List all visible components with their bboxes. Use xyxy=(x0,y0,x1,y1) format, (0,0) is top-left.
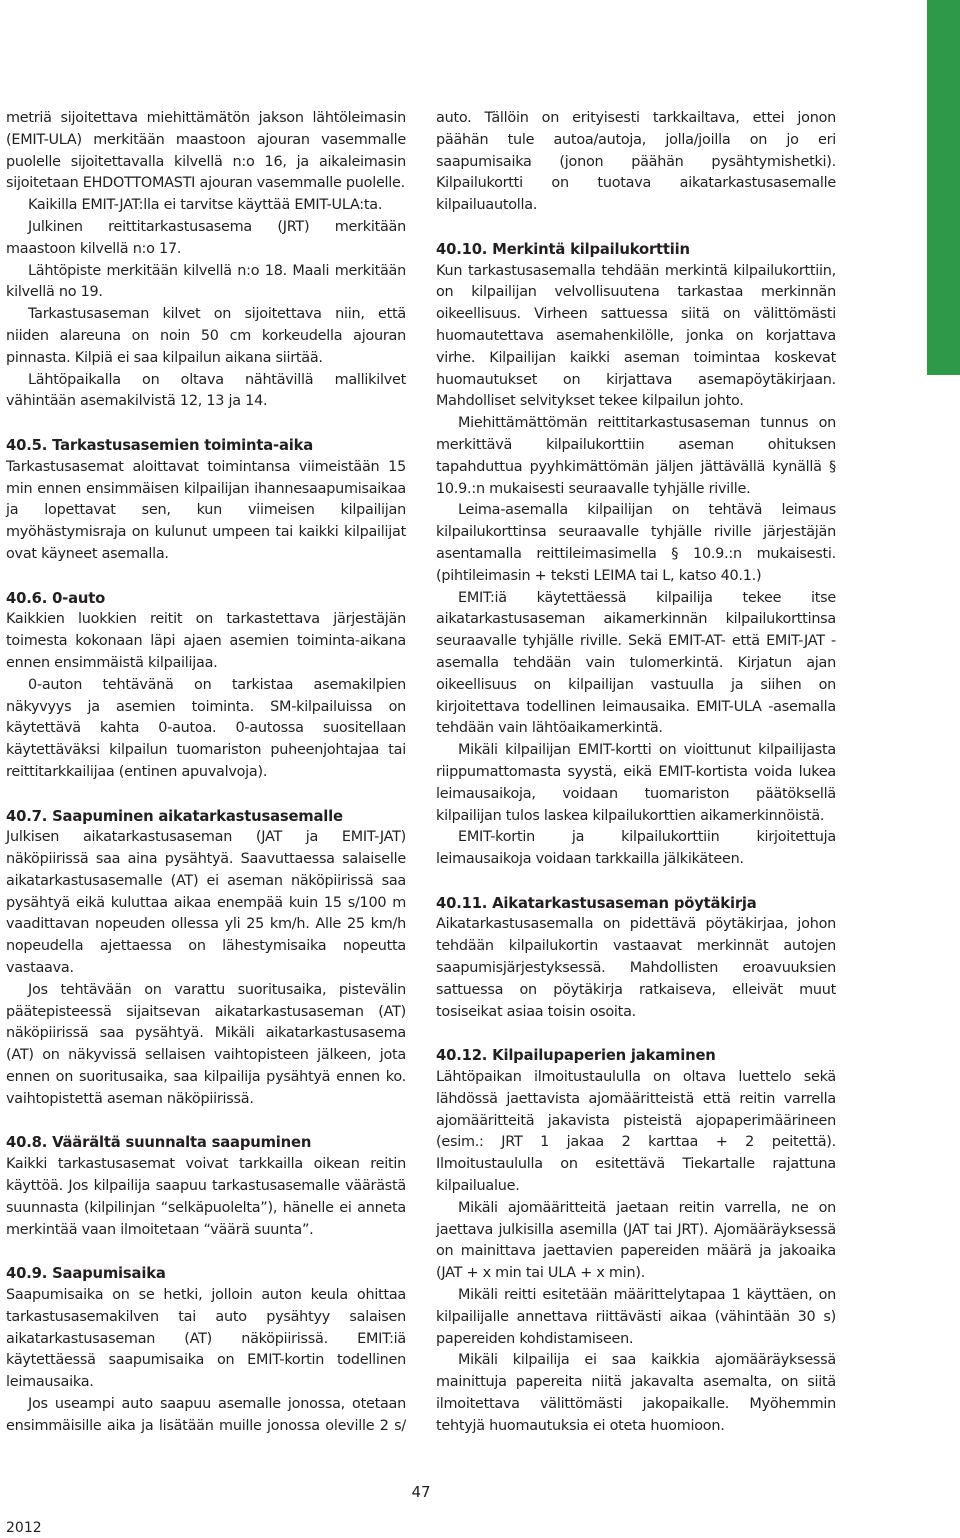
section-heading: 40.5. Tarkastusasemien toiminta-aika xyxy=(6,436,314,454)
paragraph-gap xyxy=(6,566,406,588)
body-paragraph: Julkisen aikatarkastusaseman (JAT ja EMIT-JAT) näköpiirissä saa aina pysähtyä. Saavuttaessa salaiselle aikatarkastusasemalle (AT) ei aseman näköpiirissä saa pysähtyä eikä kuluttaa aikaa enempää kuin 15 s/100 m vaadittavan nopeuden ollessa yli 25 km/h. Alle 25 km/h nopeudella ajettaessa on lähestymisaika nopeutta vastaava. xyxy=(6,829,406,977)
body-paragraph: Lähtöpiste merkitään kilvellä n:o 18. Maali merkitään kilvellä no 19. xyxy=(6,262,406,301)
section-heading: 40.8. Väärältä suunnalta saapuminen xyxy=(6,1134,312,1152)
body-paragraph: Leima-asemalla kilpailijan on tehtävä leimaus kilpailukorttinsa seuraavalle tyhjälle riville järjestäjän asentamalla reittileimasimella § 10.9.:n mukaisesti. (pihtileimasin + teksti LEIMA tai L, katso 40.1.) xyxy=(436,502,836,584)
paragraph-gap xyxy=(436,871,836,893)
body-paragraph: Jos tehtävään on varattu suoritusaika, pistevälin päätepisteessä sijaitsevan aikatarkastusaseman (AT) näköpiirissä saa pysähtyä. Mikäli aikatarkastusasema (AT) on näkyvissä sellaisen vaihtopisteen jälkeen, jota ennen on suoritusaika, saa kilpailija pysähtyä ennen ko. vaihtopistettä aseman näköpiirissä. xyxy=(6,981,406,1107)
body-paragraph: EMIT-kortin ja kilpailukorttiin kirjoitettuja leimausaikoja voidaan tarkkailla jälkikäteen. xyxy=(436,829,836,868)
body-paragraph: Kaikki tarkastusasemat voivat tarkkailla oikean reitin käyttöä. Jos kilpailija saapuu tarkastusasemalle väärästä suunnasta (kilpilinjan “selkäpuolelta”), hänelle ei anneta merkintää vaan ilmoitetaan “väärä suunta”. xyxy=(6,1156,406,1238)
body-paragraph: EMIT:iä käytettäessä kilpailija tekee itse aikatarkastusaseman aikamerkinnän kilpailukorttinsa seuraavalle tyhjälle riville. Sekä EMIT-AT- että EMIT-JAT -asemalla tehdään vain tulomerkintä. Kirjatun ajan oikeellisuus on kilpailijan vastuulla ja siihen on kirjoitettava todellinen leimausaika. EMIT-ULA -asemalla tehdään vain lähtöaikamerkintä. xyxy=(436,589,836,737)
body-paragraph: Kaikkien luokkien reitit on tarkastettava järjestäjän toimesta kokonaan läpi ajaen asemien toiminta-aikana ennen ensimmäistä kilpailijaa. xyxy=(6,611,406,671)
body-paragraph: Mikäli kilpailijan EMIT-kortti on vioittunut kilpailijasta riippumattomasta syystä, eikä EMIT-kortista voida lukea leimausaikoja, voidaan tuomariston päätöksellä kilpailijan tulos laskea kilpailukorttien aikamerkinnöistä. xyxy=(436,742,836,824)
body-paragraph: metriä sijoitettava miehittämätön jakson lähtöleimasin (EMIT-ULA) merkitään maastoon ajouran vasemmalle puolelle sijoitettavalla kilvellä n:o 16, ja aikaleimasin sijoitetaan EHDOTTOMASTI ajouran vasemmalle puolelle. xyxy=(6,110,406,192)
body-paragraph: Miehittämättömän reittitarkastusaseman tunnus on merkittävä kilpailukorttiin aseman ohituksen tapahduttua pyyhkimättömän jäljen jättävällä kynällä § 10.9.:n mukaisesti seuraavalle tyhjälle riville. xyxy=(436,415,836,497)
paragraph-gap xyxy=(6,413,406,435)
body-paragraph: Mikäli ajomääritteitä jaetaan reitin varrella, ne on jaettava julkisilla asemilla (JAT tai JRT). Ajomääräyksessä on mainittava jaettavien papereiden määrä ja jakoaika (JAT + x min tai ULA + x min). xyxy=(436,1199,836,1282)
section-heading: 40.11. Aikatarkastusaseman pöytäkirja xyxy=(436,894,757,912)
body-paragraph: Lähtöpaikan ilmoitustaululla on oltava luettelo sekä lähdössä jaettavista ajomääritteistä että reitin varrella ajomääritteitä jakavista pisteistä ajopaperimäärineen (esim.: JRT 1 jakaa 2 karttaa + 2 peitettä). Ilmoitustaululla on esitettävä Tiekartalle rajattuna kilpailualue. xyxy=(436,1069,836,1195)
section-heading: 40.12. Kilpailupaperien jakaminen xyxy=(436,1047,716,1065)
body-paragraph: Kun tarkastusasemalla tehdään merkintä kilpailukorttiin, on kilpailijan velvollisuutena tarkastaa merkinnän oikeellisuus. Virheen sattuessa siitä on välittömästi huomautettava asemahenkilölle, jonka on korjattava virhe. Kilpailijan kaikki aseman toimintaa koskevat huomautukset on kirjattava asemapöytäkirjaan. Mahdolliset selvitykset tekee kilpailun johto. xyxy=(436,262,836,410)
right-column xyxy=(436,108,836,1438)
left-column xyxy=(6,108,406,1438)
section-color-tab xyxy=(927,0,960,375)
section-heading: 40.7. Saapuminen aikatarkastusasemalle xyxy=(6,807,343,825)
paragraph-gap xyxy=(436,217,836,239)
body-paragraph: Julkinen reittitarkastusasema (JRT) merkitään maastoon kilvellä n:o 17. xyxy=(6,218,406,257)
body-paragraph: auto. Tällöin on erityisesti tarkkailtava, ettei jonon päähän tule autoa/autoja, jolla/joilla on jo eri saapumisaika (jonon päähän pysähtymishetki). Kilpailukortti on tuotava aikatarkastusasemalle kilpailuautolla. xyxy=(436,110,836,214)
section-heading: 40.9. Saapumisaika xyxy=(6,1265,166,1283)
body-paragraph: Tarkastusasemat aloittavat toimintansa viimeistään 15 min ennen ensimmäisen kilpailijan ihannesaapumisaikaa ja lopettavat sen, kun viimeisen kilpailijan myöhästymisraja on kulunut umpeen tai kaikki kilpailijat ovat käyneet asemalla. xyxy=(6,458,406,562)
paragraph-gap xyxy=(436,1023,836,1045)
paragraph-gap xyxy=(6,1111,406,1133)
body-paragraph: Saapumisaika on se hetki, jolloin auton keula ohittaa tarkastusasemakilven tai auto pysähtyy salaisen aikatarkastusaseman (AT) näköpiirissä. EMIT:iä käytettäessä saapumisaika on EMIT-kortin todellinen leimausaika. xyxy=(6,1287,406,1391)
section-heading: 40.10. Merkintä kilpailukorttiin xyxy=(436,240,690,258)
body-paragraph: Mikäli reitti esitetään määrittelytapaa 1 käyttäen, on kilpailijalle annettava riittävästi aikaa (vähintään 30 s) papereiden kohdistamiseen. xyxy=(436,1287,836,1347)
paragraph-gap xyxy=(6,1241,406,1263)
paragraph-gap xyxy=(6,784,406,806)
body-paragraph: Kaikilla EMIT-JAT:lla ei tarvitse käyttää EMIT-ULA:ta. xyxy=(28,197,383,214)
body-paragraph: 0-auton tehtävänä on tarkistaa asemakilpien näkyvyys ja asemien toiminta. SM-kilpailuissa on käytettävä kahta 0-autoa. 0-autossa suositellaan käytettäväksi kilpailun tuomariston puheenjohtajaa tai reittitarkkailijaa (entinen apuvalvoja). xyxy=(6,676,406,780)
body-paragraph: Lähtöpaikalla on oltava nähtävillä mallikilvet vähintään asemakilvistä 12, 13 ja 14. xyxy=(6,371,406,410)
body-paragraph: Jos useampi auto saapuu asemalle jonossa, otetaan ensimmäisille aika ja lisätään muille jonossa oleville 2 s/ xyxy=(6,1396,406,1434)
body-paragraph: Aikatarkastusasemalla on pidettävä pöytäkirjaa, johon tehdään kilpailukortin vastaavat merkinnät autojen saapumisjärjestyksessä. Mahdollisten eroavuuksien sattuessa on pöytäkirja ratkaiseva, elleivät muut tosiseikat asiaa toisin osoita. xyxy=(436,916,836,1020)
section-heading: 40.6. 0-auto xyxy=(6,589,106,607)
body-paragraph: Tarkastusaseman kilvet on sijoitettava niin, että niiden alareuna on noin 50 cm korkeudella ajouran pinnasta. Kilpiä ei saa kilpailun aikana siirtää. xyxy=(6,306,406,366)
footer-year: 2012 xyxy=(6,1520,42,1536)
page-number: 47 xyxy=(411,1483,431,1501)
body-paragraph: Mikäli kilpailija ei saa kaikkia ajomääräyksessä mainittuja papereita niitä jakavalta asemalta, on siitä ilmoitettava välittömästi jakopaikalle. Myöhemmin tehtyjä huomautuksia ei oteta huomioon. xyxy=(436,1352,836,1434)
